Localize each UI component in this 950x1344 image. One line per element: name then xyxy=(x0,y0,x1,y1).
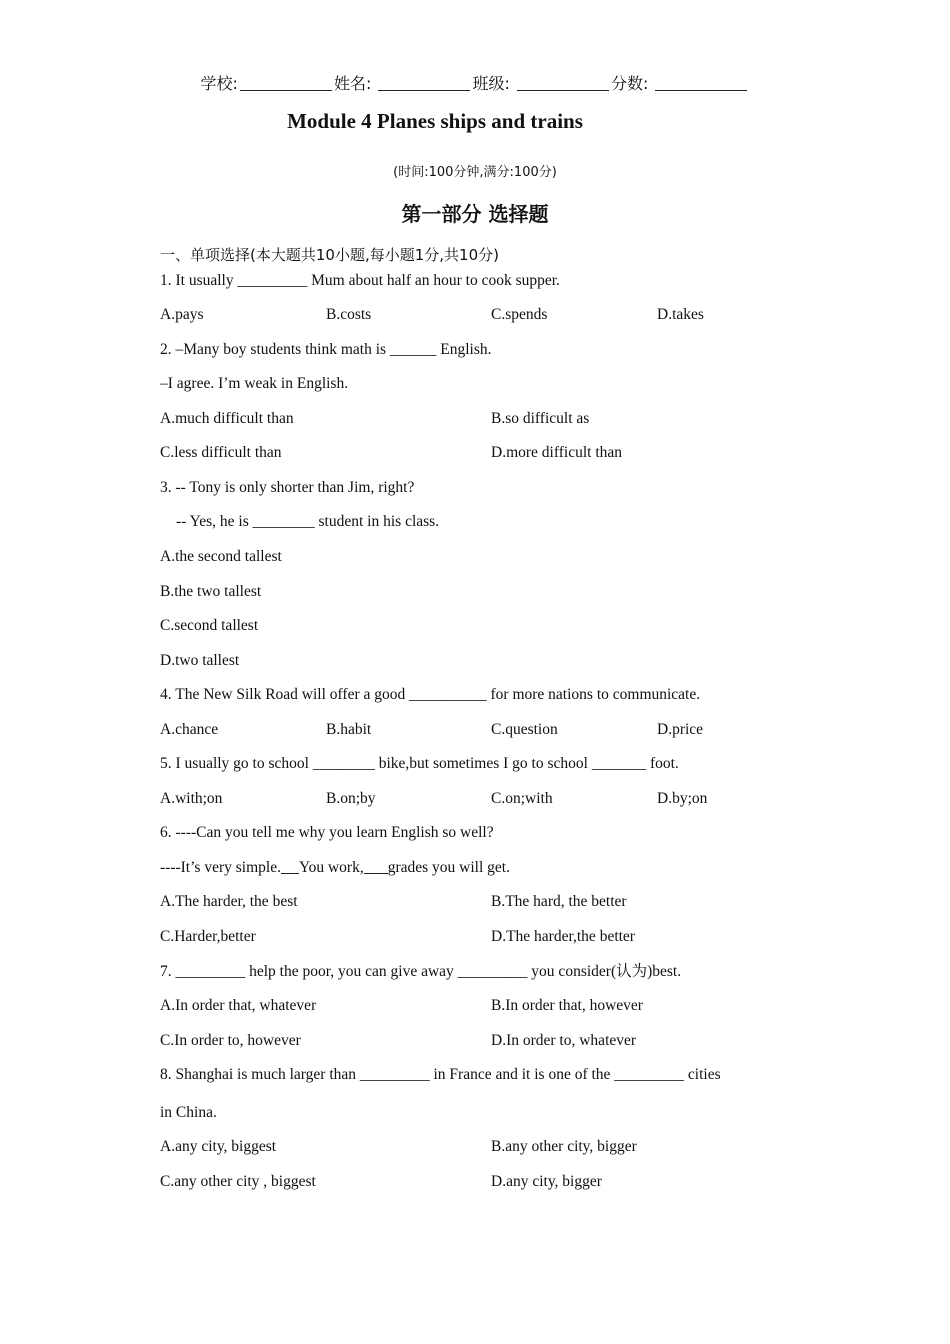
option[interactable]: A.chance xyxy=(160,721,219,738)
option[interactable]: B.costs xyxy=(326,306,372,323)
option[interactable]: D.The harder,the better xyxy=(491,928,635,945)
part-title: 第一部分 选择题 xyxy=(401,202,549,226)
question-number: 5. xyxy=(160,755,172,772)
option[interactable]: A.much difficult than xyxy=(160,410,294,427)
question-text: The New Silk Road will offer a good __________ for more nations to communicate. xyxy=(175,686,701,703)
question-8-stem xyxy=(160,1065,721,1085)
option[interactable]: C.In order to, however xyxy=(160,1032,301,1049)
question-text: Shanghai is much larger than _________ in France and it is one of the _________ cities xyxy=(175,1066,721,1083)
question-text: ----It’s very simple. You work, grades you will get. xyxy=(160,859,510,876)
section-title: 一、单项选择(本大题共10小题,每小题1分,共10分) xyxy=(160,246,499,264)
option[interactable]: D.more difficult than xyxy=(491,444,623,461)
question-text: I usually go to school ________ bike,but sometimes I go to school _______ foot. xyxy=(175,755,679,772)
option[interactable]: D.two tallest xyxy=(160,652,240,669)
option[interactable]: B.habit xyxy=(326,721,372,738)
question-number: 1. xyxy=(160,272,172,289)
class-label: 班级: xyxy=(472,74,510,93)
option[interactable]: C.spends xyxy=(491,306,548,323)
score-field[interactable] xyxy=(655,76,747,91)
question-text: _________ help the poor, you can give away _________ you consider(认为)best. xyxy=(175,963,682,980)
option[interactable]: D.by;on xyxy=(657,790,708,807)
option[interactable]: C.Harder,better xyxy=(160,928,256,945)
name-label: 姓名: xyxy=(333,74,372,93)
name-field[interactable] xyxy=(378,76,470,91)
school-field[interactable] xyxy=(240,76,332,91)
question-text: ----Can you tell me why you learn English so well? xyxy=(175,824,494,841)
answer-blank[interactable] xyxy=(364,859,388,874)
class-field[interactable] xyxy=(517,76,609,91)
question-text: –Many boy students think math is ______ English. xyxy=(175,341,492,358)
answer-blank[interactable] xyxy=(281,859,299,874)
question-4-stem xyxy=(160,685,700,705)
option[interactable]: A.In order that, whatever xyxy=(160,997,317,1014)
question-text: -- Tony is only shorter than Jim, right? xyxy=(175,479,415,496)
option[interactable]: B.the two tallest xyxy=(160,583,262,600)
question-text: –I agree. I’m weak in English. xyxy=(160,375,349,392)
option[interactable]: A.any city, biggest xyxy=(160,1138,277,1155)
option[interactable]: B.so difficult as xyxy=(491,410,590,427)
question-5-stem xyxy=(160,754,679,774)
question-text: It usually _________ Mum about half an hour to cook supper. xyxy=(175,272,560,289)
option[interactable]: B.on;by xyxy=(326,790,376,807)
option[interactable]: C.second tallest xyxy=(160,617,259,634)
option[interactable]: A.with;on xyxy=(160,790,223,807)
option[interactable]: A.pays xyxy=(160,306,204,323)
question-1-stem xyxy=(160,271,560,291)
question-number: 4. xyxy=(160,686,172,703)
score-label: 分数: xyxy=(610,74,649,93)
option[interactable]: C.on;with xyxy=(491,790,553,807)
question-6-stem xyxy=(160,823,494,843)
question-3-stem xyxy=(160,478,414,498)
option[interactable]: D.takes xyxy=(657,306,704,323)
option[interactable]: B.The hard, the better xyxy=(491,893,627,910)
option[interactable]: C.question xyxy=(491,721,558,738)
question-number: 6. xyxy=(160,824,172,841)
question-text: in China. xyxy=(160,1104,217,1121)
option[interactable]: D.any city, bigger xyxy=(491,1173,602,1190)
page-title: Module 4 Planes ships and trains xyxy=(287,109,583,133)
question-2-stem xyxy=(160,340,492,360)
question-text: -- Yes, he is ________ student in his class. xyxy=(176,513,440,530)
exam-info: (时间:100分钟,满分:100分) xyxy=(393,165,557,180)
question-number: 8. xyxy=(160,1066,172,1083)
option[interactable]: A.the second tallest xyxy=(160,548,282,565)
question-7-stem xyxy=(160,962,681,982)
option[interactable]: B.any other city, bigger xyxy=(491,1138,637,1155)
option[interactable]: A.The harder, the best xyxy=(160,893,298,910)
header-fields xyxy=(0,74,950,94)
question-number: 2. xyxy=(160,341,172,358)
question-number: 3. xyxy=(160,479,172,496)
question-number: 7. xyxy=(160,963,172,980)
option[interactable]: C.any other city , biggest xyxy=(160,1173,316,1190)
option[interactable]: C.less difficult than xyxy=(160,444,282,461)
option[interactable]: D.price xyxy=(657,721,704,738)
option[interactable]: D.In order to, whatever xyxy=(491,1032,637,1049)
option[interactable]: B.In order that, however xyxy=(491,997,643,1014)
school-label: 学校: xyxy=(200,74,238,93)
